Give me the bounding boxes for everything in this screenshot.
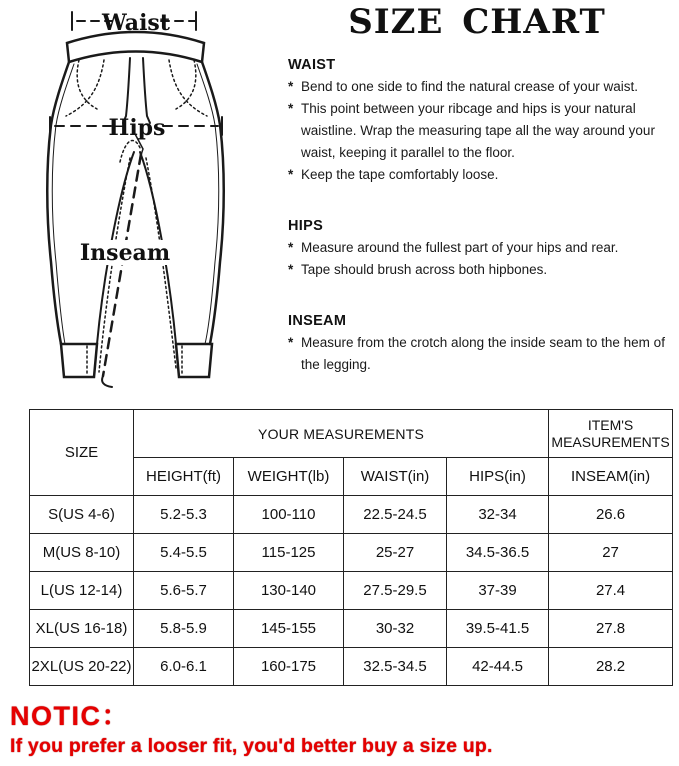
size-table (29, 409, 673, 686)
size-cell: XL(US 16-18) (30, 610, 134, 648)
your-measurements-header: YOUR MEASUREMENTS (134, 410, 549, 458)
pants-outline (47, 12, 224, 387)
weight-cell: 115-125 (234, 534, 344, 572)
waistband (67, 32, 204, 62)
bullet-text: Tape should brush across both hipbones. (301, 262, 548, 277)
bullet-text: Bend to one side to find the natural crease of your waist. (301, 79, 638, 94)
hips-cell: 37-39 (447, 572, 549, 610)
drawstring-right (143, 58, 150, 123)
waist-cell: 27.5-29.5 (344, 572, 447, 610)
waist-heading: WAIST (288, 57, 336, 73)
table-group-header-row (30, 410, 673, 458)
hips-cell: 32-34 (447, 496, 549, 534)
weight-cell: 130-140 (234, 572, 344, 610)
inseam-cell: 28.2 (549, 648, 673, 686)
hips-cell: 42-44.5 (447, 648, 549, 686)
bullet-text: Measure around the fullest part of your hips and rear. (301, 240, 619, 255)
bullet-item (288, 76, 666, 98)
bullet-text: Measure from the crotch along the inside seam to the hem of the legging. (301, 335, 665, 372)
left-outer-seam (47, 62, 69, 344)
bullet-item (288, 259, 666, 281)
inseam-label: Inseam (79, 240, 171, 266)
table-row (30, 534, 673, 572)
bullet-marker: * (288, 335, 294, 350)
waist-cell: 22.5-24.5 (344, 496, 447, 534)
instructions-panel (288, 0, 666, 376)
size-cell: 2XL(US 20-22) (30, 648, 134, 686)
inseam-cell: 27 (549, 534, 673, 572)
weight-column-header: WEIGHT(lb) (234, 458, 344, 496)
pants-diagram (0, 0, 285, 400)
height-cell: 5.8-5.9 (134, 610, 234, 648)
bullet-marker: * (288, 262, 294, 277)
notice-title: NOTIC： (10, 701, 130, 731)
height-cell: 5.4-5.5 (134, 534, 234, 572)
hips-heading: HIPS (288, 218, 324, 234)
inseam-cell: 26.6 (549, 496, 673, 534)
inseam-column-header: INSEAM(in) (549, 458, 673, 496)
pocket-stitching (66, 60, 207, 376)
weight-cell: 145-155 (234, 610, 344, 648)
waist-cell: 30-32 (344, 610, 447, 648)
notice-text: If you prefer a looser fit, you'd better buy a size up. (10, 735, 493, 757)
waist-label: Waist (102, 10, 170, 36)
table-row (30, 610, 673, 648)
inseam-cell: 27.8 (549, 610, 673, 648)
height-cell: 6.0-6.1 (134, 648, 234, 686)
height-column-header: HEIGHT(ft) (134, 458, 234, 496)
page-title: SIZE CHART (348, 2, 606, 42)
bullet-item (288, 164, 666, 186)
section-waist (288, 57, 666, 186)
hips-cell: 34.5-36.5 (447, 534, 549, 572)
waist-cell: 25-27 (344, 534, 447, 572)
size-column-header: SIZE (30, 410, 134, 496)
bullet-text: This point between your ribcage and hips is your natural waistline. Wrap the measuring tape all the way around your waist, keeping it parallel to the floor. (301, 101, 655, 160)
left-cuff (61, 344, 97, 377)
table-row (30, 648, 673, 686)
table-row (30, 496, 673, 534)
waist-cell: 32.5-34.5 (344, 648, 447, 686)
height-cell: 5.2-5.3 (134, 496, 234, 534)
drawstring-left (123, 58, 130, 123)
bullet-marker: * (288, 240, 294, 255)
height-cell: 5.6-5.7 (134, 572, 234, 610)
hips-label: Hips (108, 115, 166, 141)
bullet-item (288, 332, 666, 376)
bullet-marker: * (288, 167, 294, 182)
bullet-item (288, 237, 666, 259)
size-cell: S(US 4-6) (30, 496, 134, 534)
section-inseam (288, 313, 666, 376)
inseam-heading: INSEAM (288, 313, 347, 329)
table-row (30, 572, 673, 610)
bullet-marker: * (288, 79, 294, 94)
right-outer-seam (202, 62, 224, 344)
bullet-item (288, 98, 666, 164)
size-cell: M(US 8-10) (30, 534, 134, 572)
hips-column-header: HIPS(in) (447, 458, 549, 496)
weight-cell: 160-175 (234, 648, 344, 686)
inseam-measure-hook (102, 376, 112, 387)
inseam-cell: 27.4 (549, 572, 673, 610)
bullet-text: Keep the tape comfortably loose. (301, 167, 499, 182)
hips-cell: 39.5-41.5 (447, 610, 549, 648)
size-cell: L(US 12-14) (30, 572, 134, 610)
section-hips (288, 218, 666, 281)
weight-cell: 100-110 (234, 496, 344, 534)
items-measurements-header: ITEM'S MEASUREMENTS (549, 410, 673, 458)
bullet-marker: * (288, 101, 294, 116)
waist-column-header: WAIST(in) (344, 458, 447, 496)
